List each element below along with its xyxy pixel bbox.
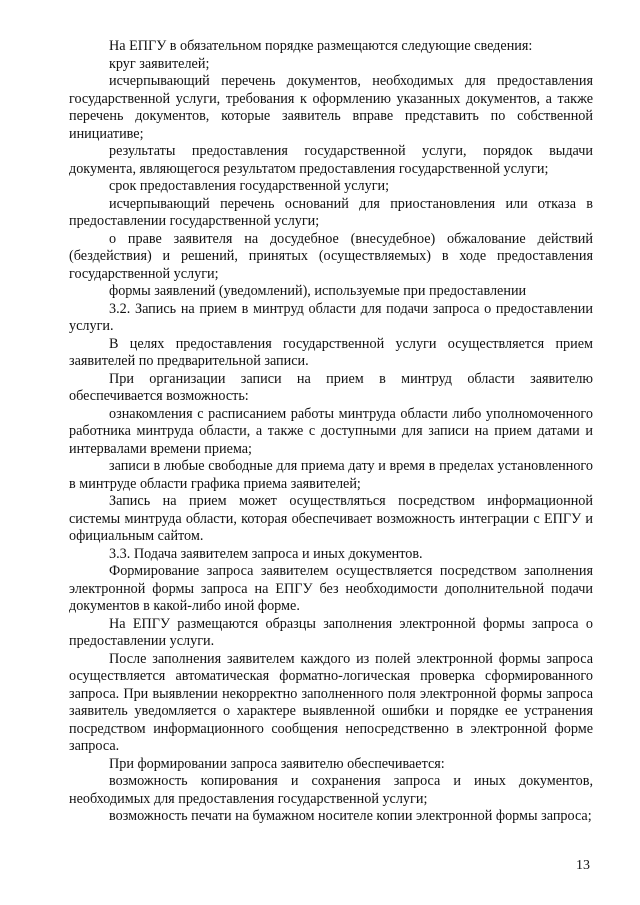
paragraph: срок предоставления государственной услуги;	[109, 178, 390, 194]
paragraph: круг заявителей;	[109, 55, 210, 72]
paragraph: возможность копирования и сохранения запроса и иных документов, необходимых для предоставления государственной услуги;	[69, 773, 593, 807]
paragraph: исчерпывающий перечень документов, необходимых для предоставления государственной услуги, требования к оформлению указанных документов, а также перечень документов, которые заявитель вправе представить по собственной инициативе;	[69, 73, 593, 142]
section-heading: 3.2. Запись на прием в минтруд области для подачи запроса о предоставлении услуги.	[69, 300, 593, 334]
paragraph: Формирование запроса заявителем осуществляется посредством заполнения электронной формы запроса на ЕПГУ без необходимости дополнительной подачи документов в какой-либо иной форме.	[69, 563, 593, 614]
paragraph: записи в любые свободные для приема дату и время в пределах установленного в минтруде области графика приема заявителей;	[69, 458, 593, 492]
paragraph: При организации записи на прием в минтруд области заявителю обеспечивается возможность:	[69, 370, 593, 404]
paragraph: ознакомления с расписанием работы минтруда области либо уполномоченного работника минтруда области, а также с доступными для записи на прием датами и интервалами времени приема;	[69, 405, 593, 457]
page-number: 13	[576, 858, 590, 873]
paragraph: исчерпывающий перечень оснований для приостановления или отказа в предоставлении государственной услуги;	[69, 195, 593, 229]
paragraph: Запись на прием может осуществляться посредством информационной системы минтруда области, которая обеспечивает возможность интеграции с ЕПГУ и официальным сайтом.	[69, 493, 593, 544]
paragraph: возможность печати на бумажном носителе копии электронной формы запроса;	[109, 808, 592, 824]
paragraph: результаты предоставления государственной услуги, порядок выдачи документа, являющегося результатом предоставления государственной услуги;	[69, 143, 593, 177]
paragraph: На ЕПГУ размещаются образцы заполнения электронной формы запроса о предоставлении услуги.	[69, 615, 593, 649]
paragraph: о праве заявителя на досудебное (внесудебное) обжалование действий (бездействия) и решений, принятых (осуществляемых) в ходе предоставления государственной услуги;	[69, 230, 593, 282]
paragraph: На ЕПГУ в обязательном порядке размещаются следующие сведения:	[109, 38, 533, 54]
paragraph: формы заявлений (уведомлений), используемые при предоставлении	[109, 283, 527, 299]
paragraph: При формировании запроса заявителю обеспечивается:	[109, 755, 445, 772]
paragraph: В целях предоставления государственной услуги осуществляется прием заявителей по предварительной записи.	[69, 335, 593, 369]
paragraph: После заполнения заявителем каждого из полей электронной формы запроса осуществляется автоматическая форматно-логическая проверка сформированного запроса. При выявлении некорректно заполненного поля электронной формы запроса заявитель уведомляется о характере выявленной ошибки и порядке ее устранения посредством информационного сообщения непосредственно в электронной форме запроса.	[69, 650, 593, 754]
section-heading: 3.3. Подача заявителем запроса и иных документов.	[109, 545, 423, 562]
document-body	[69, 38, 593, 826]
